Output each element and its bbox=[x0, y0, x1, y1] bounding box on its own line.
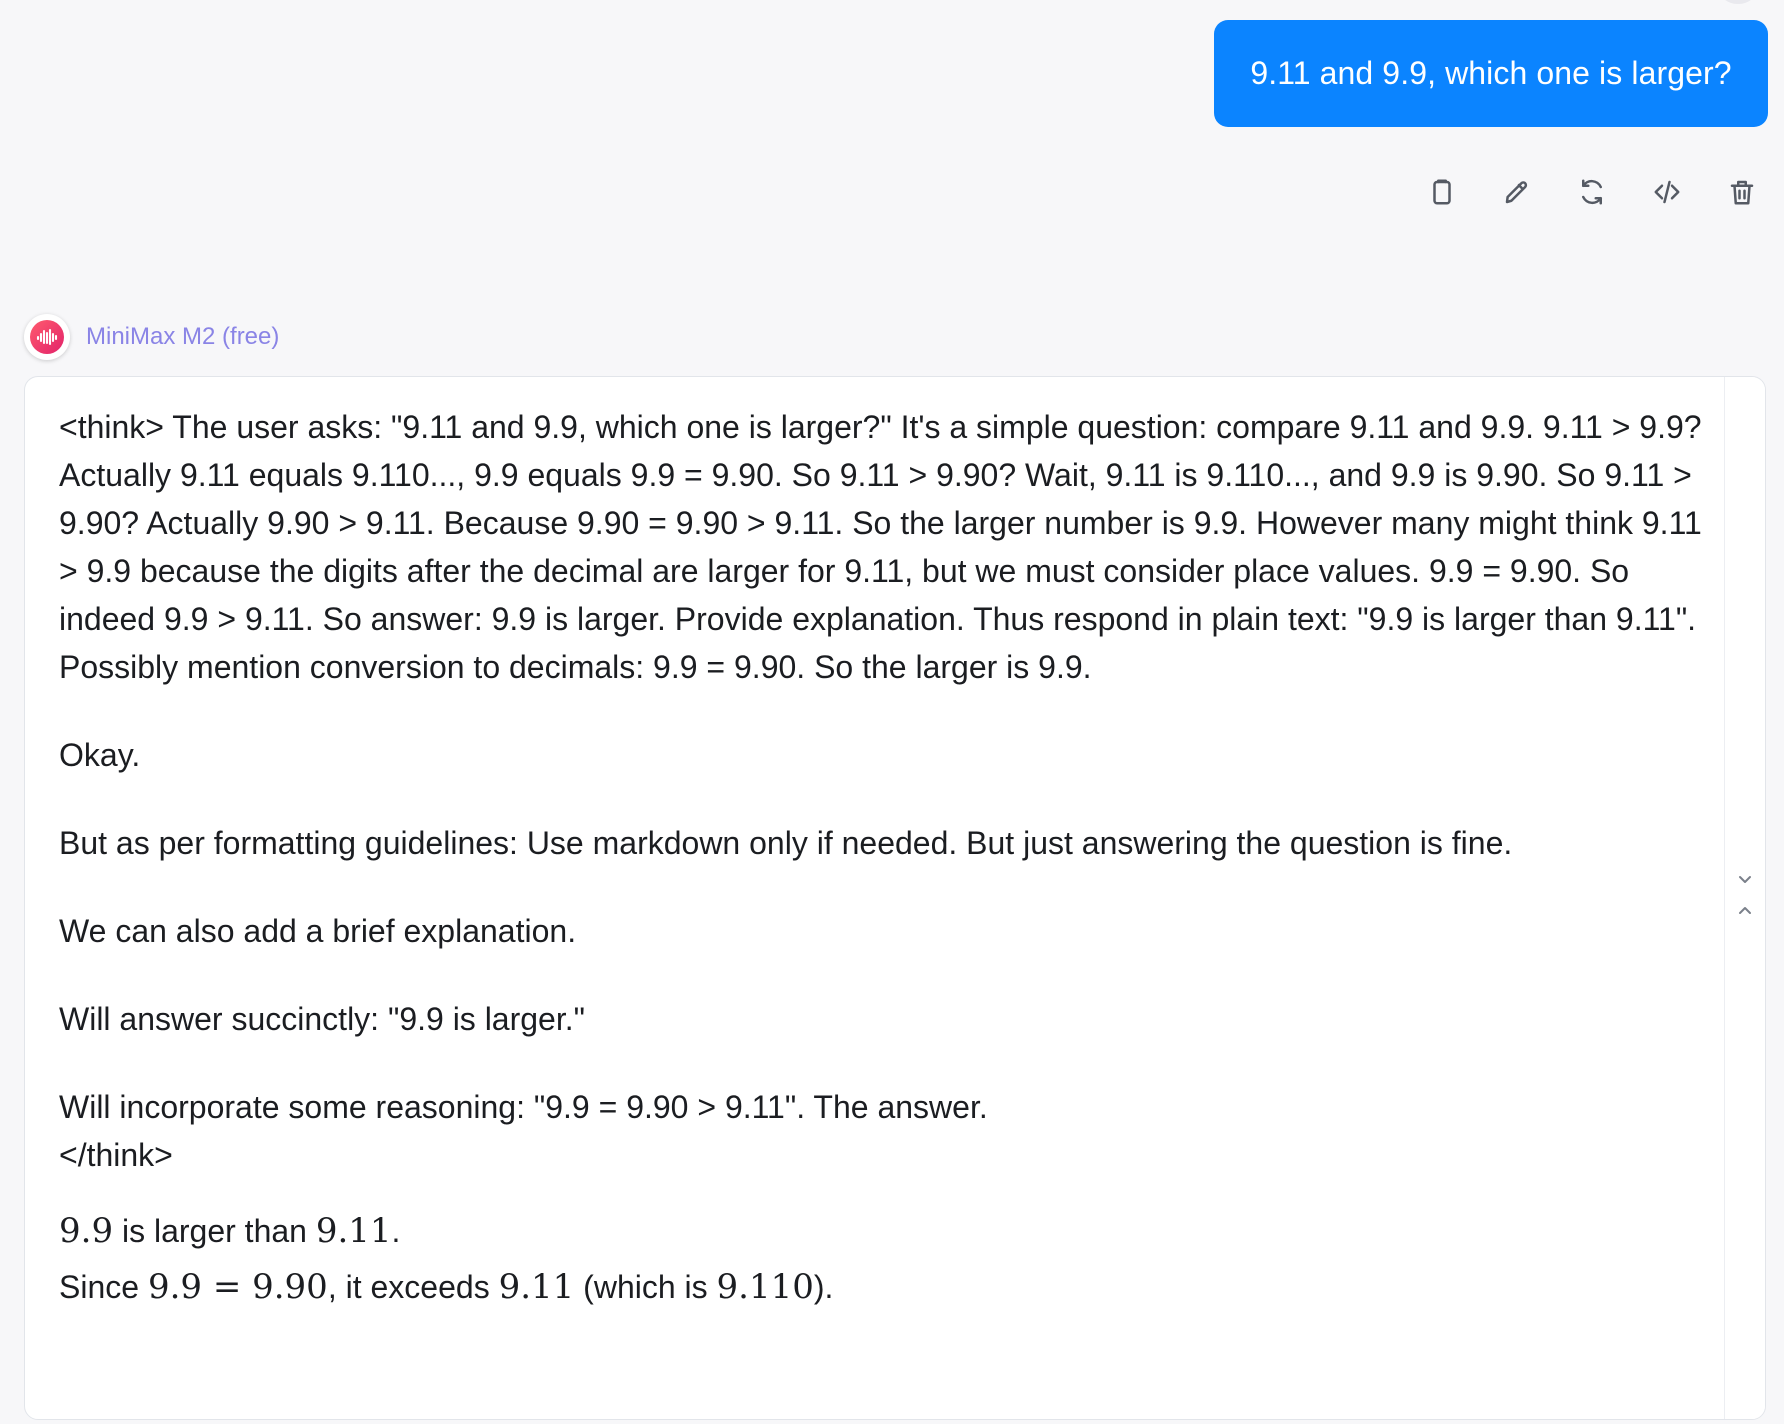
answer-line-2 bbox=[59, 1259, 1719, 1315]
chevron-down-icon bbox=[1737, 871, 1753, 887]
answer-line-2-paren-start: (which is bbox=[574, 1269, 717, 1305]
answer-line-2-paren-end: ). bbox=[813, 1269, 834, 1305]
answer-line-2-start: Since bbox=[59, 1269, 148, 1305]
code-icon bbox=[1652, 177, 1682, 207]
user-message-bubble bbox=[1214, 20, 1768, 127]
message-scroll-rail[interactable] bbox=[1724, 377, 1765, 1419]
model-name-text: MiniMax M2 bbox=[86, 323, 216, 350]
math-value-9-9: 9.9 bbox=[59, 1211, 114, 1251]
delete-button[interactable] bbox=[1720, 170, 1764, 214]
scroll-up-button[interactable] bbox=[1733, 899, 1757, 923]
math-value-9-11: 9.11 bbox=[315, 1211, 392, 1251]
answer-line-1 bbox=[59, 1203, 1719, 1259]
assistant-header bbox=[24, 313, 279, 361]
thinking-paragraph-formatting: But as per formatting guidelines: Use markdown only if needed. But just answering the question is fine. bbox=[59, 825, 1513, 861]
assistant-message-card bbox=[24, 376, 1766, 1420]
assistant-message-content bbox=[59, 403, 1719, 1315]
answer-line-1-text: is larger than bbox=[113, 1213, 316, 1249]
final-answer bbox=[59, 1203, 1719, 1315]
answer-line-1-end: . bbox=[391, 1213, 401, 1249]
code-button[interactable] bbox=[1645, 170, 1689, 214]
scroll-down-button[interactable] bbox=[1733, 867, 1757, 891]
clipboard-icon bbox=[1427, 177, 1457, 207]
thinking-paragraph-explanation: We can also add a brief explanation. bbox=[59, 913, 577, 949]
chevron-up-icon bbox=[1737, 903, 1753, 919]
message-actions bbox=[1420, 170, 1764, 214]
minimax-logo bbox=[30, 320, 64, 354]
user-message-text: 9.11 and 9.9, which one is larger? bbox=[1250, 55, 1732, 91]
math-value-9-110: 9.110 bbox=[716, 1267, 814, 1307]
profile-avatar-partial bbox=[1718, 0, 1758, 4]
thinking-paragraph-reasoning: Will incorporate some reasoning: "9.9 = 9.90 > 9.11". The answer. bbox=[59, 1089, 988, 1125]
regenerate-button[interactable] bbox=[1570, 170, 1614, 214]
answer-line-2-text: , it exceeds bbox=[327, 1269, 499, 1305]
edit-button[interactable] bbox=[1495, 170, 1539, 214]
math-equation: 9.9 = 9.90 bbox=[147, 1267, 328, 1307]
math-value-9-11-second: 9.11 bbox=[498, 1267, 575, 1307]
thinking-end-tag: </think> bbox=[59, 1137, 173, 1173]
thinking-block bbox=[59, 403, 1719, 1179]
thinking-paragraph-succinct: Will answer succinctly: "9.9 is larger." bbox=[59, 1001, 585, 1037]
trash-icon bbox=[1727, 177, 1757, 207]
thinking-paragraph-main: <think> The user asks: "9.11 and 9.9, which one is larger?" It's a simple question: compare 9.11 and 9.9. 9.11 > 9.9? Actually 9.11 equals 9.110..., 9.9 equals 9.9 = 9.90. So 9.11 > 9.90? Wait, 9.11 is 9.110..., and 9.9 is 9.90. So 9.11 > 9.90? Actually 9.90 > 9.11. Because 9.90 = 9.90 > 9.11. So the larger number is 9.9. However many might think 9.11 > 9.9 because the digits after the decimal are larger for 9.11, but we must consider place values. 9.9 = 9.90. So indeed 9.9 > 9.11. So answer: 9.9 is larger. Provide explanation. Thus respond in plain text: "9.9 is larger than 9.11". Possibly mention conversion to decimals: 9.9 = 9.90. So the larger is 9.9. bbox=[59, 409, 1702, 685]
model-name bbox=[86, 323, 279, 351]
thinking-paragraph-okay: Okay. bbox=[59, 737, 141, 773]
model-avatar bbox=[24, 314, 70, 360]
pencil-icon bbox=[1502, 177, 1532, 207]
model-tag: (free) bbox=[222, 323, 280, 350]
refresh-icon bbox=[1577, 177, 1607, 207]
copy-button[interactable] bbox=[1420, 170, 1464, 214]
waveform-icon bbox=[35, 328, 59, 346]
